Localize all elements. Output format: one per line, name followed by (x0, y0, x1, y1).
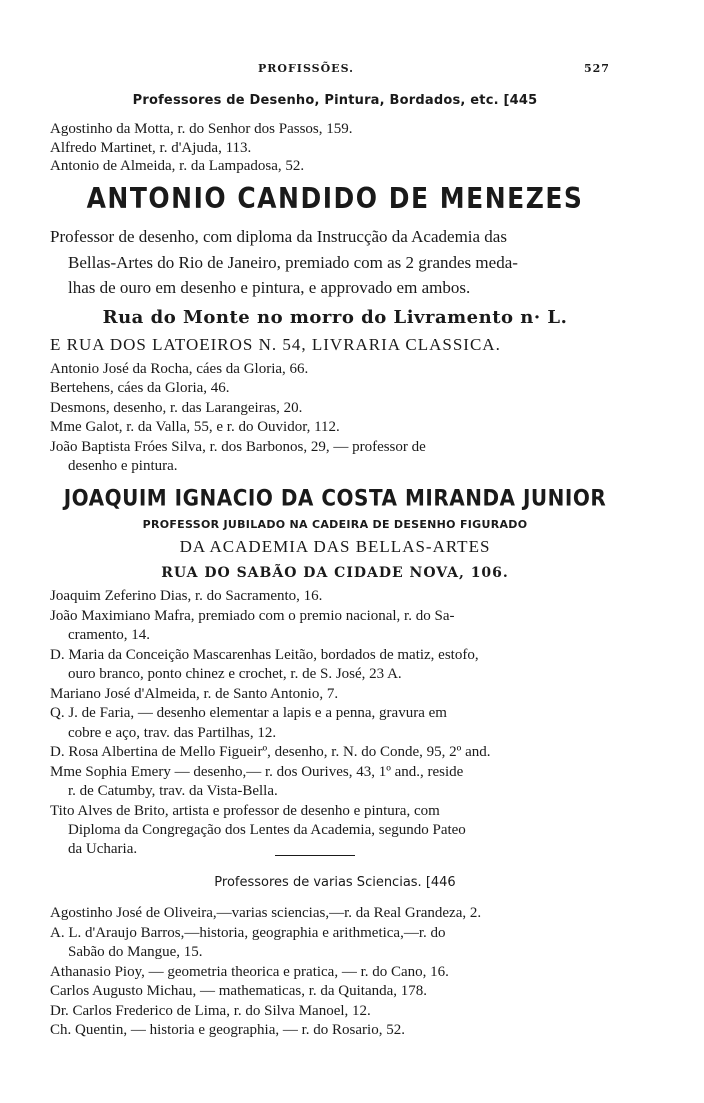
list-item: João Maximiano Mafra, premiado com o premio nacional, r. do Sa- (50, 608, 455, 624)
list-item: D. Rosa Albertina de Mello Figueirº, desenho, r. N. do Conde, 95, 2º and. (50, 744, 491, 760)
advertiser-name: JOAQUIM IGNACIO DA COSTA MIRANDA JUNIOR (63, 484, 607, 512)
list-item: Alfredo Martinet, r. d'Ajuda, 113. (50, 140, 252, 156)
advertisement-text: lhas de ouro em desenho e pintura, e approvado em ambos. (68, 278, 471, 297)
advertisement-text: PROFESSOR JUBILADO NA CADEIRA DE DESENHO FIGURADO (142, 518, 528, 531)
list-item: Agostinho da Motta, r. do Senhor dos Passos, 159. (50, 121, 353, 137)
list-item: João Baptista Fróes Silva, r. dos Barbonos, 29, — professor de (50, 439, 426, 455)
list-item: Mme Galot, r. da Valla, 55, e r. do Ouvidor, 112. (50, 419, 340, 435)
list-item: Diploma da Congregação dos Lentes da Academia, segundo Pateo (68, 822, 466, 838)
list-item: Mme Sophia Emery — desenho,— r. dos Ourives, 43, 1º and., reside (50, 764, 464, 780)
advertisement-address: RUA DO SABÃO DA CIDADE NOVA, 106. (161, 565, 509, 581)
list-item: cramento, 14. (68, 627, 151, 643)
list-item: Carlos Augusto Michau, — mathematicas, r. da Quitanda, 178. (50, 983, 428, 999)
list-item: ouro branco, ponto chinez e crochet, r. de S. José, 23 A. (68, 666, 402, 682)
advertiser-name: ANTONIO CANDIDO DE MENEZES (86, 181, 584, 216)
list-item: Q. J. de Faria, — desenho elementar a lapis e a penna, gravura em (50, 705, 447, 721)
list-item: da Ucharia. (68, 841, 138, 857)
section-heading-desenho: Professores de Desenho, Pintura, Bordados, etc. [445 (132, 93, 538, 108)
list-item: D. Maria da Conceição Mascarenhas Leitão, bordados de matiz, estofo, (50, 647, 479, 663)
list-item: A. L. d'Araujo Barros,—historia, geographia e arithmetica,—r. do (50, 925, 446, 941)
list-item: Tito Alves de Brito, artista e professor de desenho e pintura, com (50, 803, 440, 819)
list-item: Agostinho José de Oliveira,—varias sciencias,—r. da Real Grandeza, 2. (50, 905, 482, 921)
list-item: Ch. Quentin, — historia e geographia, — r. do Rosario, 52. (50, 1022, 405, 1038)
section-divider (275, 855, 355, 856)
advertisement-text: Professor de desenho, com diploma da Instrucção da Academia das (50, 227, 507, 246)
list-item: cobre e aço, trav. das Partilhas, 12. (68, 725, 277, 741)
list-item: Sabão do Mangue, 15. (68, 944, 203, 960)
list-item: Antonio de Almeida, r. da Lampadosa, 52. (50, 158, 305, 174)
advertisement-address: Rua do Monte no morro do Livramento n· L. (102, 307, 568, 328)
list-item: Antonio José da Rocha, cáes da Gloria, 66. (50, 361, 309, 377)
list-item: r. de Catumby, trav. da Vista-Bella. (68, 783, 278, 799)
list-item: Mariano José d'Almeida, r. de Santo Antonio, 7. (50, 686, 339, 702)
list-item: Athanasio Pioy, — geometria theorica e pratica, — r. do Cano, 16. (50, 964, 449, 980)
list-item: desenho e pintura. (68, 458, 178, 474)
advertisement-text: Bellas-Artes do Rio de Janeiro, premiado com as 2 grandes meda- (68, 253, 518, 272)
advertisement-address: E RUA DOS LATOEIROS N. 54, LIVRARIA CLASSICA. (50, 335, 501, 354)
list-item: Bertehens, cáes da Gloria, 46. (50, 380, 230, 396)
advertisement-text: DA ACADEMIA DAS BELLAS-ARTES (179, 538, 491, 556)
list-item: Joaquim Zeferino Dias, r. do Sacramento, 16. (50, 588, 323, 604)
running-head-title: PROFISSÕES. (258, 62, 354, 75)
list-item: Desmons, desenho, r. das Larangeiras, 20. (50, 400, 303, 416)
section-heading-sciencias: Professores de varias Sciencias. [446 (214, 875, 456, 890)
list-item: Dr. Carlos Frederico de Lima, r. do Silva Manoel, 12. (50, 1003, 371, 1019)
page-number: 527 (584, 62, 610, 75)
